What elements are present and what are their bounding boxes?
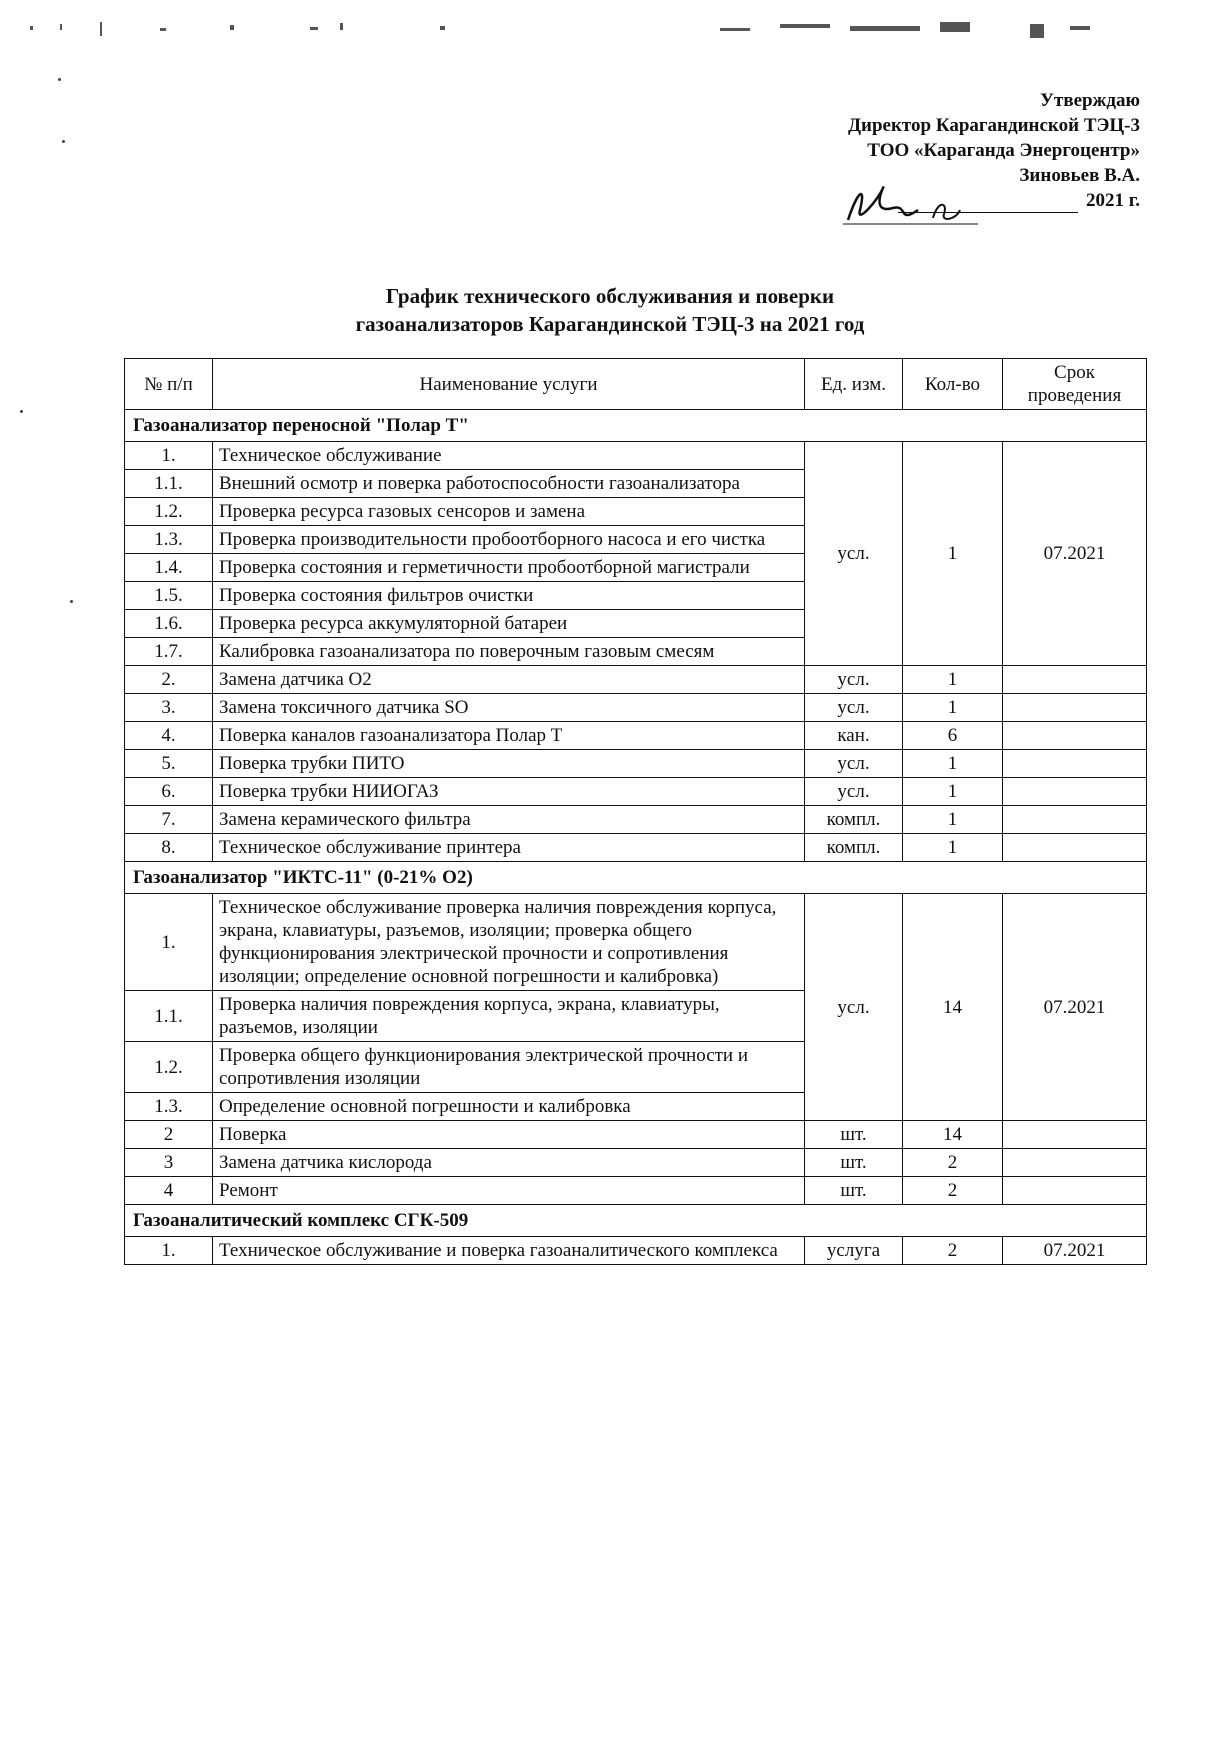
row-unit: усл. <box>805 778 903 806</box>
group-unit: усл. <box>805 442 903 666</box>
row-qty: 6 <box>903 722 1003 750</box>
row-num: 1.5. <box>125 582 213 610</box>
row-num: 2. <box>125 666 213 694</box>
row-unit: компл. <box>805 806 903 834</box>
section-title: Газоанализатор переносной "Полар Т" <box>125 410 1147 442</box>
group-qty: 14 <box>903 894 1003 1121</box>
row-qty: 1 <box>903 806 1003 834</box>
row-unit: компл. <box>805 834 903 862</box>
row-term <box>1003 1121 1147 1149</box>
row-name: Замена токсичного датчика SO <box>213 694 805 722</box>
row-qty: 1 <box>903 750 1003 778</box>
document-title <box>250 282 970 338</box>
row-num: 8. <box>125 834 213 862</box>
row-num: 1. <box>125 442 213 470</box>
header-name: Наименование услуги <box>213 359 805 410</box>
row-name: Внешний осмотр и поверка работоспособности газоанализатора <box>213 470 805 498</box>
row-name: Калибровка газоанализатора по поверочным газовым смесям <box>213 638 805 666</box>
row-unit: шт. <box>805 1177 903 1205</box>
row-name: Техническое обслуживание <box>213 442 805 470</box>
row-name: Ремонт <box>213 1177 805 1205</box>
row-term <box>1003 1149 1147 1177</box>
row-num: 1.2. <box>125 1042 213 1093</box>
scan-speck <box>58 78 61 81</box>
row-qty: 1 <box>903 778 1003 806</box>
row-qty: 2 <box>903 1177 1003 1205</box>
table-row <box>125 694 1147 722</box>
row-name: Определение основной погрешности и калибровка <box>213 1093 805 1121</box>
row-num: 4 <box>125 1177 213 1205</box>
section-title: Газоанализатор "ИКТС-11" (0-21% О2) <box>125 862 1147 894</box>
table-row <box>125 1177 1147 1205</box>
approval-company: ТОО «Караганда Энергоцентр» <box>867 140 1140 161</box>
table-row <box>125 1149 1147 1177</box>
row-name: Проверка наличия повреждения корпуса, экрана, клавиатуры, разъемов, изоляции <box>213 991 805 1042</box>
row-qty: 14 <box>903 1121 1003 1149</box>
row-num: 1.1. <box>125 470 213 498</box>
title-line-2: газоанализаторов Карагандинской ТЭЦ-3 на 2021 год <box>355 312 865 336</box>
section-header <box>125 1205 1147 1237</box>
table-row <box>125 1121 1147 1149</box>
row-name: Замена датчика кислорода <box>213 1149 805 1177</box>
row-qty: 2 <box>903 1149 1003 1177</box>
row-unit: шт. <box>805 1149 903 1177</box>
row-qty: 2 <box>903 1237 1003 1265</box>
row-name: Проверка ресурса аккумуляторной батареи <box>213 610 805 638</box>
group-term: 07.2021 <box>1003 442 1147 666</box>
scan-speck <box>62 140 65 143</box>
approval-signatory: Зиновьев В.А. <box>1019 165 1140 186</box>
row-name: Поверка <box>213 1121 805 1149</box>
row-name: Проверка состояния и герметичности пробоотборной магистрали <box>213 554 805 582</box>
row-name: Проверка ресурса газовых сенсоров и замена <box>213 498 805 526</box>
row-num: 3 <box>125 1149 213 1177</box>
row-term <box>1003 1177 1147 1205</box>
row-unit: кан. <box>805 722 903 750</box>
row-unit: усл. <box>805 750 903 778</box>
row-name: Проверка производительности пробоотборного насоса и его чистка <box>213 526 805 554</box>
table-row <box>125 666 1147 694</box>
table-row <box>125 806 1147 834</box>
row-num: 4. <box>125 722 213 750</box>
row-term <box>1003 778 1147 806</box>
row-num: 5. <box>125 750 213 778</box>
row-name: Проверка общего функционирования электрической прочности и сопротивления изоляции <box>213 1042 805 1093</box>
row-num: 1.6. <box>125 610 213 638</box>
header-unit: Ед. изм. <box>805 359 903 410</box>
row-name: Техническое обслуживание принтера <box>213 834 805 862</box>
scan-noise <box>20 18 1200 40</box>
header-qty: Кол-во <box>903 359 1003 410</box>
row-qty: 1 <box>903 834 1003 862</box>
row-unit: услуга <box>805 1237 903 1265</box>
table-row <box>125 722 1147 750</box>
row-name: Замена керамического фильтра <box>213 806 805 834</box>
table-row <box>125 778 1147 806</box>
row-num: 1.1. <box>125 991 213 1042</box>
row-name: Замена датчика О2 <box>213 666 805 694</box>
row-name: Поверка каналов газоанализатора Полар Т <box>213 722 805 750</box>
row-term <box>1003 834 1147 862</box>
header-num: № п/п <box>125 359 213 410</box>
row-num: 6. <box>125 778 213 806</box>
header-term: Срок проведения <box>1003 359 1147 410</box>
row-num: 1.3. <box>125 526 213 554</box>
approval-year: 2021 г. <box>1086 190 1140 211</box>
row-num: 3. <box>125 694 213 722</box>
row-num: 1.4. <box>125 554 213 582</box>
row-term <box>1003 750 1147 778</box>
row-term <box>1003 806 1147 834</box>
schedule-table <box>124 358 1147 1265</box>
row-term <box>1003 722 1147 750</box>
row-name: Поверка трубки НИИОГАЗ <box>213 778 805 806</box>
approval-heading: Утверждаю <box>1040 90 1140 111</box>
group-term: 07.2021 <box>1003 894 1147 1121</box>
group-unit: усл. <box>805 894 903 1121</box>
table-row <box>125 1237 1147 1265</box>
row-qty: 1 <box>903 666 1003 694</box>
table-header-row <box>125 359 1147 410</box>
row-num: 7. <box>125 806 213 834</box>
row-unit: усл. <box>805 666 903 694</box>
scan-speck <box>20 410 23 413</box>
row-num: 1. <box>125 894 213 991</box>
row-num: 1.7. <box>125 638 213 666</box>
row-num: 2 <box>125 1121 213 1149</box>
table-row <box>125 834 1147 862</box>
table-row <box>125 442 1147 470</box>
row-name: Поверка трубки ПИТО <box>213 750 805 778</box>
row-term <box>1003 666 1147 694</box>
scan-speck <box>70 600 73 603</box>
row-name: Техническое обслуживание проверка наличия повреждения корпуса, экрана, клавиатуры, разъемов, изоляции; проверка общего функционирования электрической прочности и сопротивления изоляции; определение основной погрешности и калибровка) <box>213 894 805 991</box>
row-term: 07.2021 <box>1003 1237 1147 1265</box>
row-num: 1.3. <box>125 1093 213 1121</box>
table-row <box>125 750 1147 778</box>
row-name: Техническое обслуживание и поверка газоаналитического комплекса <box>213 1237 805 1265</box>
section-header <box>125 410 1147 442</box>
section-title: Газоаналитический комплекс СГК-509 <box>125 1205 1147 1237</box>
row-term <box>1003 694 1147 722</box>
approval-position: Директор Карагандинской ТЭЦ-3 <box>847 115 1140 136</box>
row-unit: шт. <box>805 1121 903 1149</box>
title-line-1: График технического обслуживания и поверки <box>385 284 835 308</box>
section-header <box>125 862 1147 894</box>
row-num: 1. <box>125 1237 213 1265</box>
group-qty: 1 <box>903 442 1003 666</box>
row-qty: 1 <box>903 694 1003 722</box>
row-name: Проверка состояния фильтров очистки <box>213 582 805 610</box>
row-num: 1.2. <box>125 498 213 526</box>
handwritten-signature <box>838 180 988 230</box>
row-unit: усл. <box>805 694 903 722</box>
table-row <box>125 894 1147 991</box>
